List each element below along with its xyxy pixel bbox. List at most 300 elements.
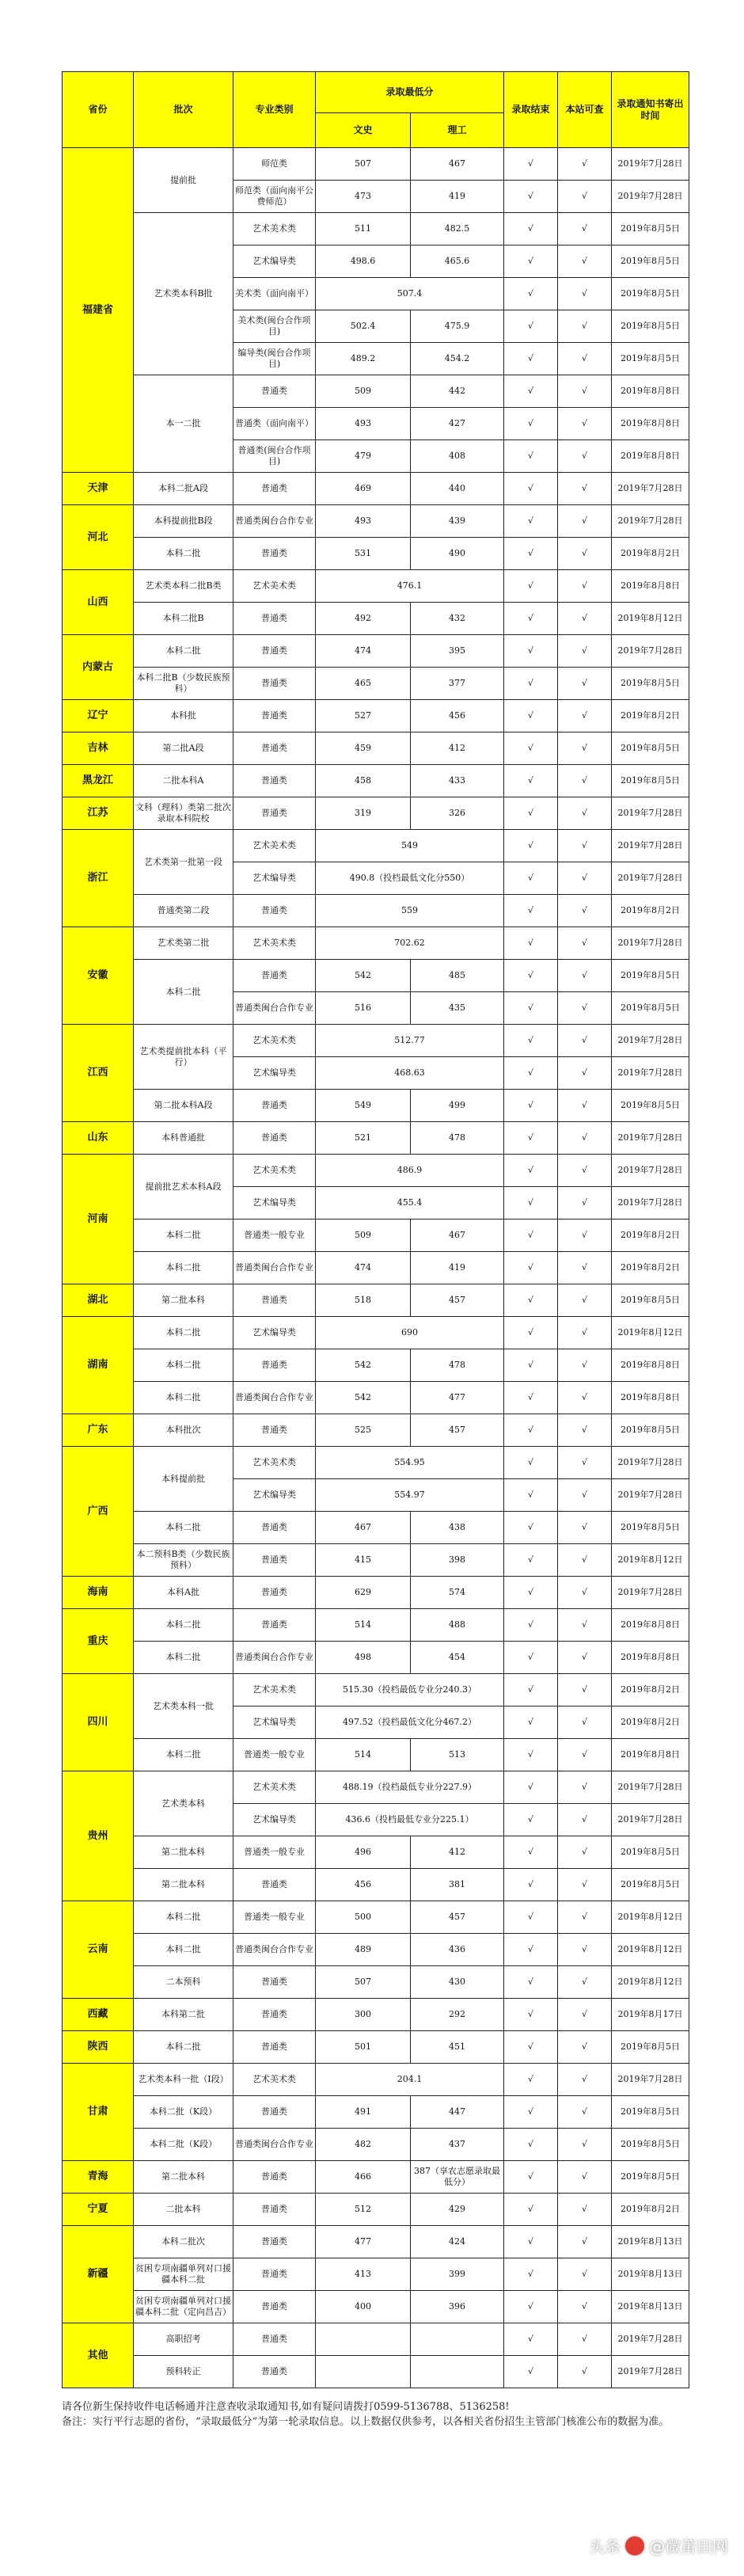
finished-check: √ bbox=[504, 2291, 558, 2323]
notice-time-cell: 2019年8月12日 bbox=[612, 603, 689, 635]
li-score-cell: 475.9 bbox=[411, 310, 504, 343]
li-score-cell: 457 bbox=[411, 1414, 504, 1447]
table-row bbox=[63, 797, 689, 830]
queryable-check: √ bbox=[558, 278, 612, 310]
shared-score-cell: 497.52（投档最低文化分467.2） bbox=[316, 1707, 504, 1739]
li-score-cell: 395 bbox=[411, 635, 504, 668]
province-cell: 辽宁 bbox=[63, 700, 134, 732]
batch-cell: 第二批本科A段 bbox=[134, 1090, 233, 1122]
major-cell: 艺术美术类 bbox=[233, 1674, 316, 1707]
batch-cell: 第二批本科 bbox=[134, 1869, 233, 1901]
wen-score-cell: 511 bbox=[316, 213, 411, 245]
notice-time-cell: 2019年7月28日 bbox=[612, 1057, 689, 1090]
finished-check: √ bbox=[504, 1284, 558, 1317]
notice-time-cell: 2019年8月8日 bbox=[612, 570, 689, 603]
shared-score-cell: 455.4 bbox=[316, 1187, 504, 1220]
notice-time-cell: 2019年7月28日 bbox=[612, 1187, 689, 1220]
wen-score-cell: 459 bbox=[316, 732, 411, 765]
shared-score-cell: 507.4 bbox=[316, 278, 504, 310]
queryable-check: √ bbox=[558, 2031, 612, 2064]
province-cell: 贵州 bbox=[63, 1771, 134, 1901]
batch-cell: 本科提前批 bbox=[134, 1447, 233, 1512]
batch-cell: 艺术类本科一批（Ⅰ段） bbox=[134, 2064, 233, 2096]
batch-cell: 本科二批 bbox=[134, 1349, 233, 1382]
notice-time-cell: 2019年7月28日 bbox=[612, 862, 689, 895]
wen-score-cell: 509 bbox=[316, 375, 411, 408]
finished-check: √ bbox=[504, 1609, 558, 1642]
queryable-check: √ bbox=[558, 635, 612, 668]
finished-check: √ bbox=[504, 1707, 558, 1739]
admission-table-container bbox=[62, 71, 689, 2388]
batch-cell: 普通类第二段 bbox=[134, 895, 233, 927]
batch-cell: 艺术类本科B批 bbox=[134, 213, 233, 375]
table-row bbox=[63, 960, 689, 992]
notice-time-cell: 2019年8月12日 bbox=[612, 1966, 689, 1999]
finished-check: √ bbox=[504, 668, 558, 700]
table-row bbox=[63, 895, 689, 927]
table-row bbox=[63, 2258, 689, 2291]
li-score-cell: 433 bbox=[411, 765, 504, 797]
queryable-check: √ bbox=[558, 1447, 612, 1479]
li-score-cell: 432 bbox=[411, 603, 504, 635]
li-score-cell: 451 bbox=[411, 2031, 504, 2064]
batch-cell: 本科批 bbox=[134, 700, 233, 732]
shared-score-cell: 549 bbox=[316, 830, 504, 862]
finished-check: √ bbox=[504, 181, 558, 213]
major-cell: 普通类 bbox=[233, 1577, 316, 1609]
major-cell: 普通类 bbox=[233, 473, 316, 505]
header-major: 专业类别 bbox=[233, 72, 316, 148]
shared-score-cell: 486.9 bbox=[316, 1155, 504, 1187]
queryable-check: √ bbox=[558, 1155, 612, 1187]
finished-check: √ bbox=[504, 310, 558, 343]
finished-check: √ bbox=[504, 245, 558, 278]
province-cell: 其他 bbox=[63, 2323, 134, 2388]
major-cell: 普通类 bbox=[233, 635, 316, 668]
major-cell: 普通类闽台合作专业 bbox=[233, 1382, 316, 1414]
major-cell: 艺术美术类 bbox=[233, 2064, 316, 2096]
batch-cell: 二批本科 bbox=[134, 2194, 233, 2226]
wen-score-cell: 491 bbox=[316, 2096, 411, 2129]
major-cell: 普通类闽台合作专业 bbox=[233, 1934, 316, 1966]
shared-score-cell: 554.97 bbox=[316, 1479, 504, 1512]
notice-time-cell: 2019年8月5日 bbox=[612, 2129, 689, 2161]
finished-check: √ bbox=[504, 960, 558, 992]
finished-check: √ bbox=[504, 440, 558, 473]
remark-note: 备注：实行平行志愿的省份，“录取最低分”为第一轮录取信息。以上数据仅供参考，以各相关省份招生主管部门核准公布的数据为准。 bbox=[62, 2416, 670, 2428]
queryable-check: √ bbox=[558, 1771, 612, 1804]
wen-score-cell: 514 bbox=[316, 1739, 411, 1771]
li-score-cell: 456 bbox=[411, 700, 504, 732]
major-cell: 艺术美术类 bbox=[233, 927, 316, 960]
contact-note: 请各位新生保持收件电话畅通并注意查收录取通知书,如有疑问请拨打0599-5136788、5136258! bbox=[62, 2401, 510, 2413]
finished-check: √ bbox=[504, 1577, 558, 1609]
finished-check: √ bbox=[504, 148, 558, 181]
major-cell: 普通类 bbox=[233, 2096, 316, 2129]
queryable-check: √ bbox=[558, 570, 612, 603]
table-row bbox=[63, 1382, 689, 1414]
finished-check: √ bbox=[504, 473, 558, 505]
batch-cell: 本科二批 bbox=[134, 1642, 233, 1674]
li-score-cell: 424 bbox=[411, 2226, 504, 2258]
queryable-check: √ bbox=[558, 732, 612, 765]
finished-check: √ bbox=[504, 2031, 558, 2064]
admission-score-table bbox=[62, 71, 689, 2388]
queryable-check: √ bbox=[558, 1414, 612, 1447]
queryable-check: √ bbox=[558, 1674, 612, 1707]
batch-cell: 本科二批 bbox=[134, 1220, 233, 1252]
batch-cell: 本科二批 bbox=[134, 538, 233, 570]
finished-check: √ bbox=[504, 830, 558, 862]
wen-score-cell: 465 bbox=[316, 668, 411, 700]
finished-check: √ bbox=[504, 1544, 558, 1577]
table-row bbox=[63, 1999, 689, 2031]
shared-score-cell: 554.95 bbox=[316, 1447, 504, 1479]
li-score-cell: 467 bbox=[411, 148, 504, 181]
shared-score-cell: 436.6（投档最低专业分225.1） bbox=[316, 1804, 504, 1836]
major-cell: 普通类 bbox=[233, 2291, 316, 2323]
finished-check: √ bbox=[504, 278, 558, 310]
wen-score-cell: 629 bbox=[316, 1577, 411, 1609]
header-finished: 录取结束 bbox=[504, 72, 558, 148]
batch-cell: 本科二批B bbox=[134, 603, 233, 635]
notice-time-cell: 2019年7月28日 bbox=[612, 148, 689, 181]
shared-score-cell: 490.8（投档最低文化分550） bbox=[316, 862, 504, 895]
major-cell: 师范类（面向南平公费师范） bbox=[233, 181, 316, 213]
li-score-cell: 454.2 bbox=[411, 343, 504, 375]
notice-time-cell: 2019年8月5日 bbox=[612, 1836, 689, 1869]
major-cell: 普通类 bbox=[233, 2323, 316, 2356]
queryable-check: √ bbox=[558, 2194, 612, 2226]
finished-check: √ bbox=[504, 1869, 558, 1901]
queryable-check: √ bbox=[558, 2096, 612, 2129]
finished-check: √ bbox=[504, 1447, 558, 1479]
major-cell: 普通类 bbox=[233, 1999, 316, 2031]
wen-score-cell: 496 bbox=[316, 1836, 411, 1869]
notice-time-cell: 2019年8月5日 bbox=[612, 213, 689, 245]
li-score-cell: 429 bbox=[411, 2194, 504, 2226]
notice-time-cell: 2019年8月8日 bbox=[612, 1739, 689, 1771]
wen-score-cell: 400 bbox=[316, 2291, 411, 2323]
wen-score-cell: 458 bbox=[316, 765, 411, 797]
notice-time-cell: 2019年8月2日 bbox=[612, 538, 689, 570]
notice-time-cell: 2019年8月5日 bbox=[612, 1512, 689, 1544]
wen-score-cell: 542 bbox=[316, 960, 411, 992]
major-cell: 普通类 bbox=[233, 765, 316, 797]
finished-check: √ bbox=[504, 1642, 558, 1674]
finished-check: √ bbox=[504, 1155, 558, 1187]
header-min-score: 录取最低分 bbox=[316, 72, 504, 113]
major-cell: 艺术美术类 bbox=[233, 1447, 316, 1479]
table-row bbox=[63, 148, 689, 181]
finished-check: √ bbox=[504, 797, 558, 830]
wen-score-cell: 489.2 bbox=[316, 343, 411, 375]
notice-time-cell: 2019年8月5日 bbox=[612, 765, 689, 797]
major-cell: 普通类闽台合作专业 bbox=[233, 2129, 316, 2161]
table-row bbox=[63, 1025, 689, 1057]
finished-check: √ bbox=[504, 2226, 558, 2258]
table-row bbox=[63, 1155, 689, 1187]
li-score-cell bbox=[411, 2356, 504, 2388]
queryable-check: √ bbox=[558, 668, 612, 700]
finished-check: √ bbox=[504, 927, 558, 960]
li-score-cell: 398 bbox=[411, 1544, 504, 1577]
wen-score-cell: 525 bbox=[316, 1414, 411, 1447]
notice-time-cell: 2019年8月5日 bbox=[612, 1414, 689, 1447]
header-queryable: 本站可查 bbox=[558, 72, 612, 148]
major-cell: 普通类 bbox=[233, 960, 316, 992]
queryable-check: √ bbox=[558, 1382, 612, 1414]
finished-check: √ bbox=[504, 408, 558, 440]
table-row bbox=[63, 2096, 689, 2129]
notice-time-cell: 2019年8月5日 bbox=[612, 245, 689, 278]
wen-score-cell: 493 bbox=[316, 408, 411, 440]
batch-cell: 本一二批 bbox=[134, 375, 233, 473]
finished-check: √ bbox=[504, 2258, 558, 2291]
notice-time-cell: 2019年8月5日 bbox=[612, 992, 689, 1025]
finished-check: √ bbox=[504, 732, 558, 765]
shared-score-cell: 702.62 bbox=[316, 927, 504, 960]
li-score-cell: 440 bbox=[411, 473, 504, 505]
finished-check: √ bbox=[504, 992, 558, 1025]
finished-check: √ bbox=[504, 2096, 558, 2129]
queryable-check: √ bbox=[558, 1220, 612, 1252]
table-row bbox=[63, 2194, 689, 2226]
queryable-check: √ bbox=[558, 538, 612, 570]
queryable-check: √ bbox=[558, 765, 612, 797]
li-score-cell: 499 bbox=[411, 1090, 504, 1122]
queryable-check: √ bbox=[558, 2323, 612, 2356]
notice-time-cell: 2019年7月28日 bbox=[612, 181, 689, 213]
notice-time-cell: 2019年8月2日 bbox=[612, 2194, 689, 2226]
queryable-check: √ bbox=[558, 1090, 612, 1122]
table-row bbox=[63, 570, 689, 603]
notice-time-cell: 2019年7月28日 bbox=[612, 1025, 689, 1057]
li-score-cell: 488 bbox=[411, 1609, 504, 1642]
province-cell: 黑龙江 bbox=[63, 765, 134, 797]
table-row bbox=[63, 213, 689, 245]
queryable-check: √ bbox=[558, 245, 612, 278]
table-row bbox=[63, 765, 689, 797]
notice-time-cell: 2019年8月12日 bbox=[612, 1901, 689, 1934]
table-row bbox=[63, 2226, 689, 2258]
notice-time-cell: 2019年8月5日 bbox=[612, 1090, 689, 1122]
wen-score-cell: 413 bbox=[316, 2258, 411, 2291]
queryable-check: √ bbox=[558, 1804, 612, 1836]
queryable-check: √ bbox=[558, 1836, 612, 1869]
li-score-cell: 467 bbox=[411, 1220, 504, 1252]
queryable-check: √ bbox=[558, 2356, 612, 2388]
batch-cell: 预科转正 bbox=[134, 2356, 233, 2388]
major-cell: 普通类 bbox=[233, 2194, 316, 2226]
account-avatar-icon bbox=[625, 2536, 644, 2555]
notice-time-cell: 2019年7月28日 bbox=[612, 2356, 689, 2388]
batch-cell: 本科二批 bbox=[134, 1934, 233, 1966]
notice-time-cell: 2019年7月28日 bbox=[612, 635, 689, 668]
major-cell: 艺术编导类 bbox=[233, 1479, 316, 1512]
table-row bbox=[63, 1349, 689, 1382]
table-row bbox=[63, 375, 689, 408]
major-cell: 艺术编导类 bbox=[233, 1804, 316, 1836]
li-score-cell: 427 bbox=[411, 408, 504, 440]
queryable-check: √ bbox=[558, 830, 612, 862]
notice-time-cell: 2019年7月28日 bbox=[612, 830, 689, 862]
watermark bbox=[589, 2534, 728, 2557]
notice-time-cell: 2019年7月28日 bbox=[612, 1577, 689, 1609]
major-cell: 普通类一般专业 bbox=[233, 1836, 316, 1869]
watermark-prefix: 头条 bbox=[589, 2537, 621, 2556]
major-cell: 普通类 bbox=[233, 1544, 316, 1577]
table-row bbox=[63, 2064, 689, 2096]
batch-cell: 本科批次 bbox=[134, 1414, 233, 1447]
finished-check: √ bbox=[504, 570, 558, 603]
notice-time-cell: 2019年8月5日 bbox=[612, 732, 689, 765]
notice-time-cell: 2019年8月2日 bbox=[612, 895, 689, 927]
major-cell: 艺术编导类 bbox=[233, 1187, 316, 1220]
batch-cell: 第二批本科 bbox=[134, 1284, 233, 1317]
li-score-cell: 454 bbox=[411, 1642, 504, 1674]
province-cell: 四川 bbox=[63, 1674, 134, 1771]
province-cell: 福建省 bbox=[63, 148, 134, 473]
queryable-check: √ bbox=[558, 148, 612, 181]
table-row bbox=[63, 2291, 689, 2323]
wen-score-cell: 531 bbox=[316, 538, 411, 570]
li-score-cell: 490 bbox=[411, 538, 504, 570]
queryable-check: √ bbox=[558, 1512, 612, 1544]
finished-check: √ bbox=[504, 1804, 558, 1836]
table-row bbox=[63, 1739, 689, 1771]
queryable-check: √ bbox=[558, 1707, 612, 1739]
finished-check: √ bbox=[504, 862, 558, 895]
finished-check: √ bbox=[504, 1090, 558, 1122]
table-row bbox=[63, 1544, 689, 1577]
major-cell: 普通类 bbox=[233, 2161, 316, 2194]
shared-score-cell: 512.77 bbox=[316, 1025, 504, 1057]
shared-score-cell: 559 bbox=[316, 895, 504, 927]
notice-time-cell: 2019年8月2日 bbox=[612, 1707, 689, 1739]
wen-score-cell: 479 bbox=[316, 440, 411, 473]
notice-time-cell: 2019年8月5日 bbox=[612, 1869, 689, 1901]
li-score-cell: 419 bbox=[411, 181, 504, 213]
finished-check: √ bbox=[504, 1382, 558, 1414]
major-cell: 普通类闽台合作专业 bbox=[233, 505, 316, 538]
queryable-check: √ bbox=[558, 2129, 612, 2161]
notice-time-cell: 2019年8月5日 bbox=[612, 2096, 689, 2129]
batch-cell: 本科二批 bbox=[134, 1609, 233, 1642]
wen-score-cell: 509 bbox=[316, 1220, 411, 1252]
queryable-check: √ bbox=[558, 1187, 612, 1220]
notice-time-cell: 2019年7月28日 bbox=[612, 505, 689, 538]
batch-cell: 本科二批次 bbox=[134, 2226, 233, 2258]
wen-score-cell: 469 bbox=[316, 473, 411, 505]
table-row bbox=[63, 1771, 689, 1804]
header-batch: 批次 bbox=[134, 72, 233, 148]
notice-time-cell: 2019年8月8日 bbox=[612, 440, 689, 473]
queryable-check: √ bbox=[558, 310, 612, 343]
finished-check: √ bbox=[504, 1317, 558, 1349]
province-cell: 河南 bbox=[63, 1155, 134, 1284]
table-row bbox=[63, 2323, 689, 2356]
batch-cell: 艺术类提前批本科（平行） bbox=[134, 1025, 233, 1090]
major-cell: 普通类一般专业 bbox=[233, 1739, 316, 1771]
batch-cell: 本科二批A段 bbox=[134, 473, 233, 505]
notice-time-cell: 2019年8月8日 bbox=[612, 1609, 689, 1642]
batch-cell: 本科提前批B段 bbox=[134, 505, 233, 538]
li-score-cell: 436 bbox=[411, 1934, 504, 1966]
major-cell: 美术类(闽台合作项目) bbox=[233, 310, 316, 343]
notice-time-cell: 2019年8月17日 bbox=[612, 1999, 689, 2031]
finished-check: √ bbox=[504, 2323, 558, 2356]
queryable-check: √ bbox=[558, 473, 612, 505]
finished-check: √ bbox=[504, 1836, 558, 1869]
queryable-check: √ bbox=[558, 1739, 612, 1771]
batch-cell: 第二批本科 bbox=[134, 2161, 233, 2194]
queryable-check: √ bbox=[558, 992, 612, 1025]
province-cell: 山西 bbox=[63, 570, 134, 635]
table-row bbox=[63, 1090, 689, 1122]
queryable-check: √ bbox=[558, 1577, 612, 1609]
wen-score-cell: 415 bbox=[316, 1544, 411, 1577]
finished-check: √ bbox=[504, 1025, 558, 1057]
notice-time-cell: 2019年8月5日 bbox=[612, 310, 689, 343]
batch-cell: 本科第二批 bbox=[134, 1999, 233, 2031]
wen-score-cell: 521 bbox=[316, 1122, 411, 1155]
province-cell: 山东 bbox=[63, 1122, 134, 1155]
header-province: 省份 bbox=[63, 72, 134, 148]
batch-cell: 艺术类第二批 bbox=[134, 927, 233, 960]
major-cell: 普通类 bbox=[233, 1966, 316, 1999]
table-row bbox=[63, 538, 689, 570]
finished-check: √ bbox=[504, 2129, 558, 2161]
table-row bbox=[63, 1642, 689, 1674]
finished-check: √ bbox=[504, 2161, 558, 2194]
queryable-check: √ bbox=[558, 213, 612, 245]
batch-cell: 本二预科B类（少数民族预科） bbox=[134, 1544, 233, 1577]
notice-time-cell: 2019年7月28日 bbox=[612, 1804, 689, 1836]
province-cell: 广西 bbox=[63, 1447, 134, 1577]
li-score-cell: 513 bbox=[411, 1739, 504, 1771]
table-row bbox=[63, 732, 689, 765]
major-cell: 师范类 bbox=[233, 148, 316, 181]
wen-score-cell: 507 bbox=[316, 148, 411, 181]
major-cell: 普通类一般专业 bbox=[233, 1220, 316, 1252]
wen-score-cell: 319 bbox=[316, 797, 411, 830]
li-score-cell: 419 bbox=[411, 1252, 504, 1284]
province-cell: 海南 bbox=[63, 1577, 134, 1609]
li-score-cell: 396 bbox=[411, 2291, 504, 2323]
li-score-cell: 326 bbox=[411, 797, 504, 830]
queryable-check: √ bbox=[558, 1349, 612, 1382]
major-cell: 普通类 bbox=[233, 2258, 316, 2291]
wen-score-cell bbox=[316, 2356, 411, 2388]
notice-time-cell: 2019年8月2日 bbox=[612, 1252, 689, 1284]
finished-check: √ bbox=[504, 1999, 558, 2031]
li-score-cell: 408 bbox=[411, 440, 504, 473]
notice-time-cell: 2019年8月5日 bbox=[612, 668, 689, 700]
queryable-check: √ bbox=[558, 1284, 612, 1317]
major-cell: 普通类闽台合作专业 bbox=[233, 1642, 316, 1674]
queryable-check: √ bbox=[558, 181, 612, 213]
notice-time-cell: 2019年8月12日 bbox=[612, 1544, 689, 1577]
queryable-check: √ bbox=[558, 2226, 612, 2258]
table-row bbox=[63, 473, 689, 505]
finished-check: √ bbox=[504, 635, 558, 668]
finished-check: √ bbox=[504, 603, 558, 635]
province-cell: 甘肃 bbox=[63, 2064, 134, 2161]
wen-score-cell: 527 bbox=[316, 700, 411, 732]
wen-score-cell: 473 bbox=[316, 181, 411, 213]
queryable-check: √ bbox=[558, 1934, 612, 1966]
